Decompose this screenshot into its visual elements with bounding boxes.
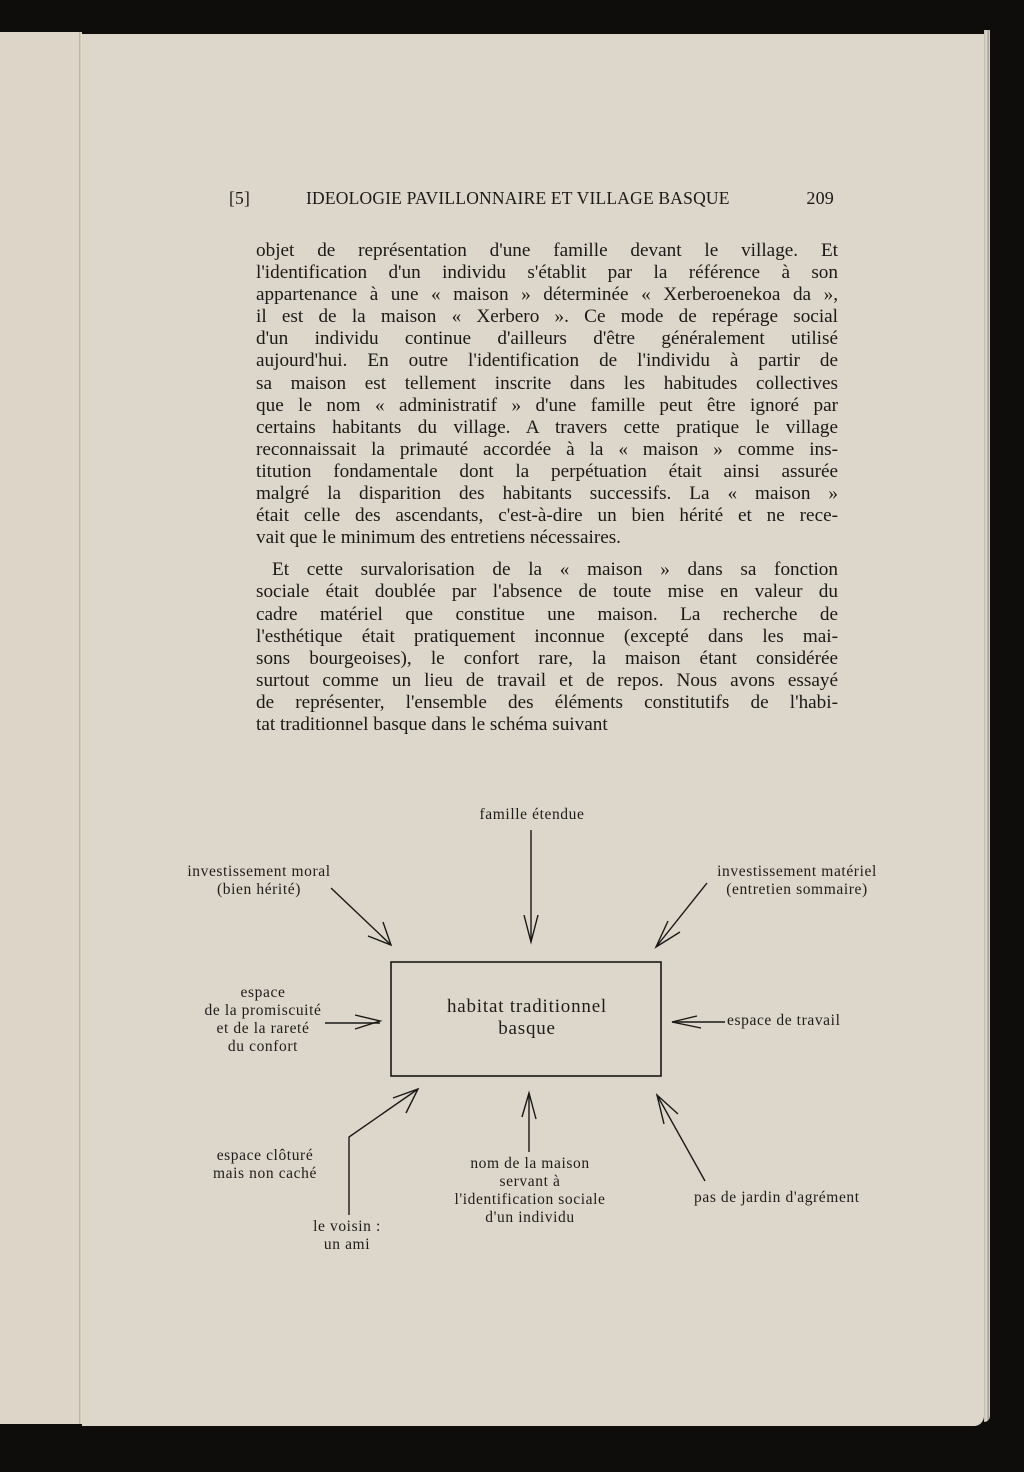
label-espace-cloture: espace clôturé mais non caché [213,1147,317,1182]
text-line: appartenance à une « maison » déterminée « Xerberoenekoa da », [256,284,838,306]
text-line: l'esthétique était pratiquement inconnue (excepté dans les mai- [256,625,838,647]
text-line: que le nom « administratif » d'une famille peut être ignoré par [256,394,838,416]
text-line: sa maison est tellement inscrite dans les habitudes collectives [256,372,838,394]
text-line: malgré la disparition des habitants successifs. La « maison » [256,483,838,505]
running-title: IDEOLOGIE PAVILLONNAIRE ET VILLAGE BASQUE [306,188,730,208]
text-line: titution fondamentale dont la perpétuation était ainsi assurée [256,460,838,482]
arrow-famille [524,830,538,942]
text-line: vait que le minimum des entretiens nécessaires. [256,527,621,549]
text-line: objet de représentation d'une famille devant le village. Et [256,240,838,261]
text-line: certains habitants du village. A travers cette pratique le village [256,416,838,438]
arrow-jardin [657,1095,705,1181]
label-investissement-moral: investissement moral (bien hérité) [187,863,331,898]
text-line: sociale était doublée par l'absence de toute mise en valeur du [256,581,838,603]
center-label: habitat traditionnel basque [446,996,608,1039]
arrow-nom [522,1093,536,1152]
label-jardin: pas de jardin d'agrément [694,1189,860,1206]
arrow-voisin [349,1089,418,1215]
arrow-travail [672,1016,725,1028]
text-line: était celle des ascendants, c'est-à-dire un bien hérité et ne rece- [256,505,838,527]
label-famille-etendue: famille étendue [479,806,585,823]
label-investissement-materiel: investissement matériel (entretien sommaire) [717,863,877,898]
text-line: d'un individu continue d'ailleurs d'être généralement utilisé [256,328,838,350]
text-line: cadre matériel que constitue une maison. La recherche de [256,603,838,625]
label-voisin: le voisin : un ami [313,1218,381,1253]
text-line: il est de la maison « Xerbero ». Ce mode de repérage social [256,306,838,328]
label-promiscuite: espace de la promiscuité et de la rareté du confort [204,984,322,1055]
text-line: aujourd'hui. En outre l'identification de l'individu à partir de [256,350,838,372]
text-line: reconnaissait la primauté accordée à la « maison » comme ins- [256,438,838,460]
page-number: 209 [806,188,834,208]
text-line: surtout comme un lieu de travail et de repos. Nous avons essayé [256,669,838,691]
text-line: tat traditionnel basque dans le schéma suivant [256,713,608,735]
text-line: de représenter, l'ensemble des éléments constitutifs de l'habi- [256,691,838,713]
label-espace-travail: espace de travail [727,1012,841,1029]
label-nom-maison: nom de la maison servant à l'identification sociale d'un individu [454,1155,606,1226]
section-number: [5] [229,188,251,208]
text-line: Et cette survalorisation de la « maison » dans sa fonction [272,559,838,581]
text-line: sons bourgeoises), le confort rare, la maison étant considérée [256,647,838,669]
text-line: l'identification d'un individu s'établit par la référence à son [256,262,838,284]
